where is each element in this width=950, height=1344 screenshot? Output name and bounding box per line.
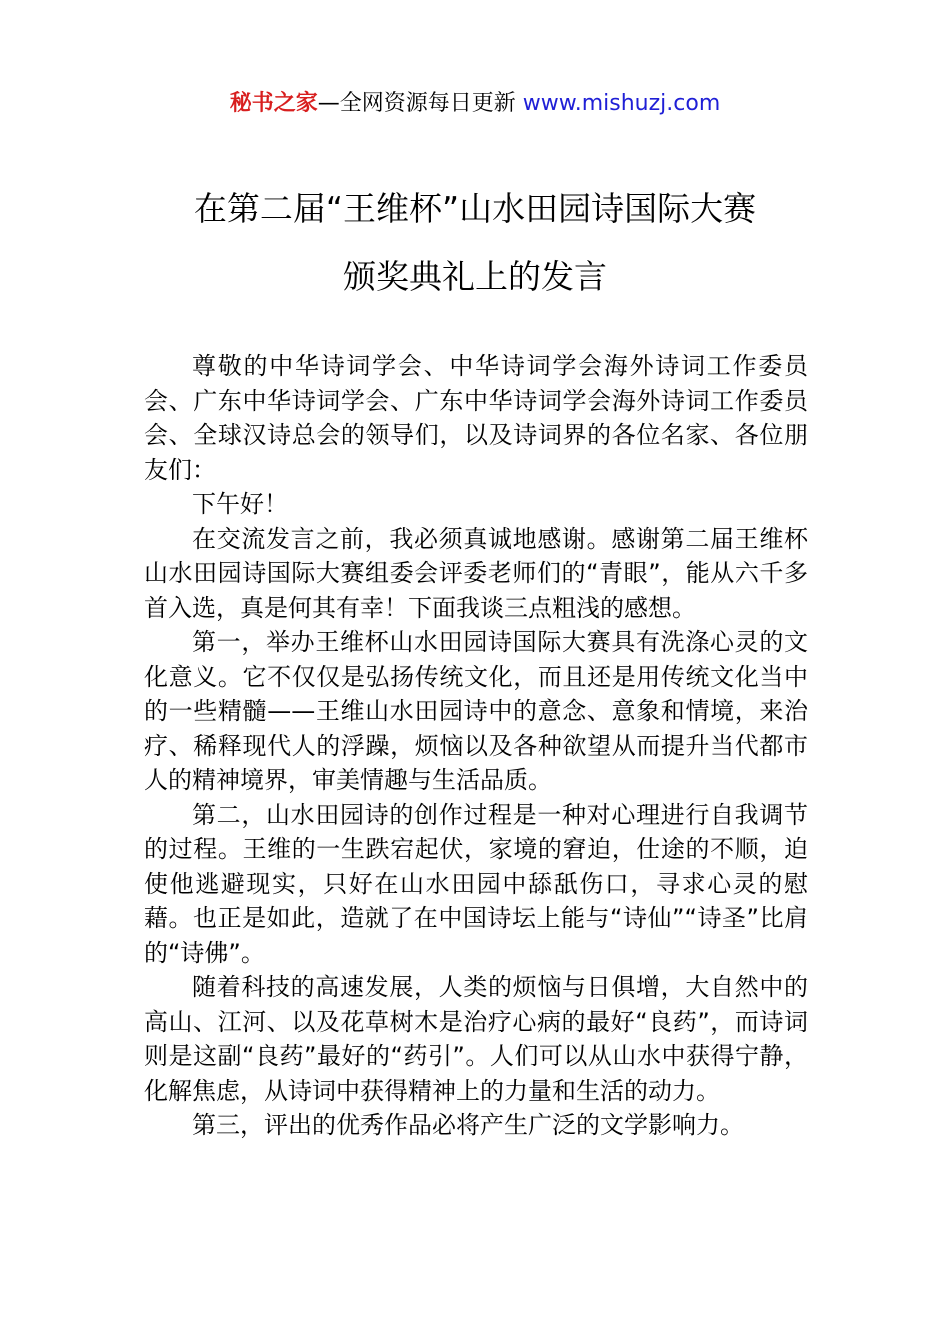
header-tagline: —全网资源每日更新 [317,91,523,116]
paragraph-point-one: 第一，举办王维杯山水田园诗国际大赛具有洗涤心灵的文化意义。它不仅仅是弘扬传统文化，而且还是用传统文化当中的一些精髓——王维山水田园诗中的意念、意象和情境，来治疗、稀释现代人的浮躁，烦恼以及各种欲望从而提升当代都市人的精神境界，审美情趣与生活品质。 [144,628,808,794]
site-header [0,88,950,120]
document-body [144,349,808,1143]
document-title-line-1: 在第二届“王维杯”山水田园诗国际大赛 [193,189,757,228]
paragraph-point-two: 第二，山水田园诗的创作过程是一种对心理进行自我调节的过程。王维的一生跌宕起伏，家境的窘迫，仕途的不顺，迫使他逃避现实，只好在山水田园中舔舐伤口，寻求心灵的慰藉。也正是如此，造就了在中国诗坛上能与“诗仙”“诗圣”比肩的“诗佛”。 [144,800,808,967]
paragraph-salutation: 尊敬的中华诗词学会、中华诗词学会海外诗词工作委员会、广东中华诗词学会、广东中华诗词学会海外诗词工作委员会、全球汉诗总会的领导们，以及诗词界的各位名家、各位朋友们： [144,352,808,484]
paragraph-technology: 随着科技的高速发展，人类的烦恼与日俱增，大自然中的高山、江河、以及花草树木是治疗心病的最好“良药”，而诗词则是这副“良药”最好的“药引”。人们可以从山水中获得宁静，化解焦虑，从诗词中获得精神上的力量和生活的动力。 [144,973,808,1105]
paragraph-greeting: 下午好！ [192,490,288,518]
site-url-link[interactable]: www.mishuzj.com [522,91,721,116]
paragraph-thanks: 在交流发言之前，我必须真诚地感谢。感谢第二届王维杯山水田园诗国际大赛组委会评委老师们的“青眼”，能从六千多首入选，真是何其有幸！下面我谈三点粗浅的感想。 [144,524,808,622]
document-title-line-2: 颁奖典礼上的发言 [343,257,607,296]
brand-name: 秘书之家 [229,91,318,116]
paragraph-point-three: 第三，评出的优秀作品必将产生广泛的文学影响力。 [192,1111,744,1139]
